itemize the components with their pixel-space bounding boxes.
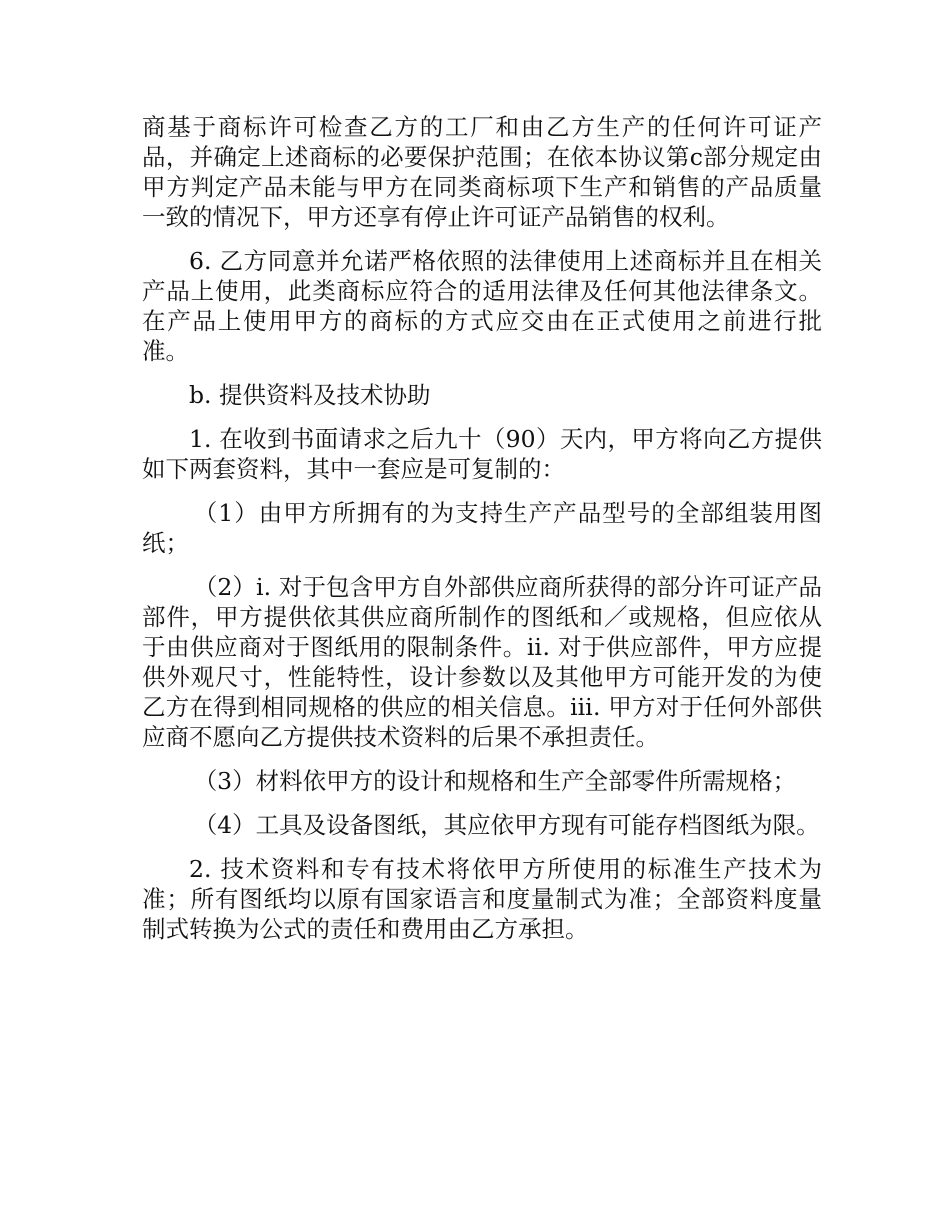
document-body	[142, 112, 822, 958]
paragraph-subitem-4: （4）工具及设备图纸，其应依甲方现有可能存档图纸为限。	[193, 811, 820, 839]
section-heading-b: b. 提供资料及技术协助	[189, 381, 431, 409]
paragraph-subitem-3: （3）材料依甲方的设计和规格和生产全部零件所需规格；	[193, 767, 797, 795]
paragraph-trademark-inspection: 商基于商标许可检查乙方的工厂和由乙方生产的任何许可证产品，并确定上述商标的必要保护范围；在依本协议第c部分规定由甲方判定产品未能与甲方在同类商标项下生产和销售的产品质量一致的情况下，甲方还享有停止许可证产品销售的权利。	[142, 113, 822, 231]
paragraph-item-1: 1. 在收到书面请求之后九十（90）天内，甲方将向乙方提供如下两套资料，其中一套应是可复制的：	[142, 425, 822, 483]
paragraph-subitem-2: （2）ⅰ. 对于包含甲方自外部供应商所获得的部分许可证产品部件，甲方提供依其供应商所制作的图纸和／或规格，但应依从于由供应商对于图纸用的限制条件。ⅱ. 对于供应部件，甲方应提供外观尺寸，性能特性，设计参数以及其他甲方可能开发的为使乙方在得到相同规格的供应的相关信息。ⅲ. 甲方对于任何外部供应商不愿向乙方提供技术资料的后果不承担责任。	[142, 573, 822, 751]
paragraph-item-2: 2. 技术资料和专有技术将依甲方所使用的标准生产技术为准；所有图纸均以原有国家语言和度量制式为准；全部资料度量制式转换为公式的责任和费用由乙方承担。	[142, 855, 822, 943]
paragraph-subitem-1: （1）由甲方所拥有的为支持生产产品型号的全部组装用图纸；	[142, 499, 822, 557]
paragraph-item-6: 6. 乙方同意并允诺严格依照的法律使用上述商标并且在相关产品上使用，此类商标应符合的适用法律及任何其他法律条文。在产品上使用甲方的商标的方式应交由在正式使用之前进行批准。	[142, 247, 822, 365]
